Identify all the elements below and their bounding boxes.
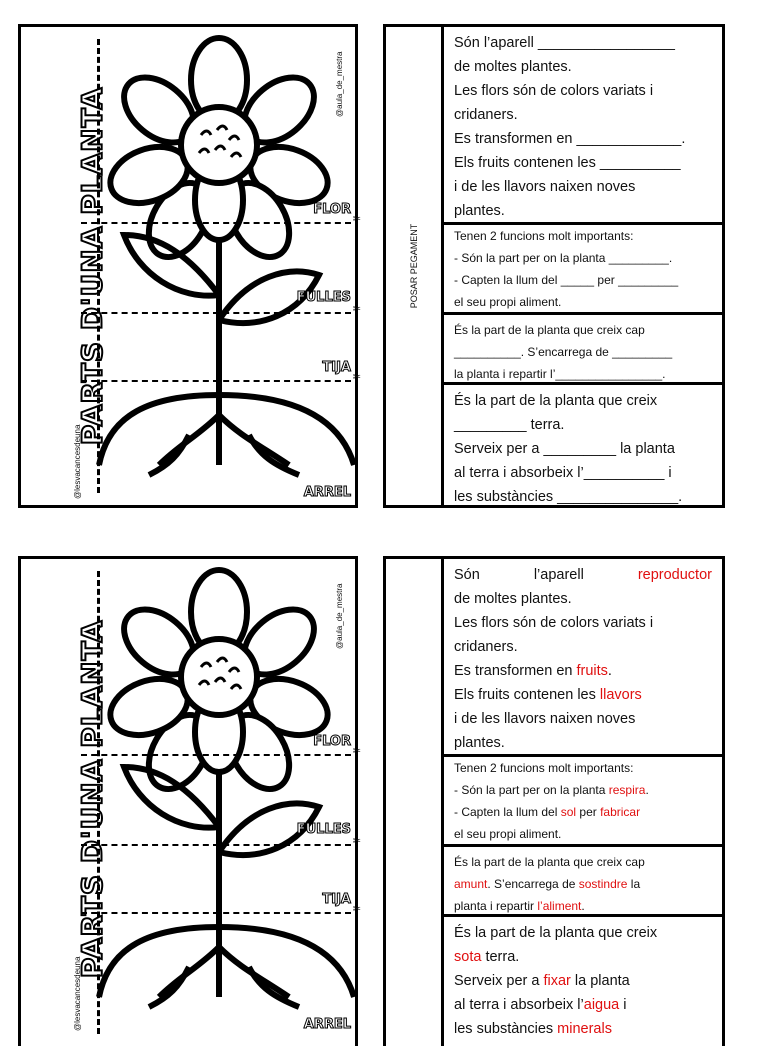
- credit-text: @lesvacancesdeuna: [73, 956, 82, 1031]
- text-line: el seu propi aliment.: [454, 295, 562, 309]
- text-line: [454, 873, 712, 895]
- credit-text: @aula_de_mestra: [335, 583, 344, 649]
- text-line: _________ terra.: [454, 417, 565, 433]
- text-line: la planta i repartir l’________________.: [454, 367, 666, 381]
- text-line: cridaners.: [454, 639, 518, 655]
- text: i: [619, 997, 627, 1013]
- text-line: És la part de la planta que creix cap: [454, 323, 645, 337]
- text-line: Tenen 2 funcions molt importants:: [454, 761, 634, 775]
- cut-line-fulles: [81, 312, 351, 314]
- glue-label: POSAR PEGAMENT: [408, 223, 419, 309]
- label-tija: TIJA: [322, 892, 351, 907]
- text-line: [454, 563, 712, 587]
- label-flor: FLOR: [313, 734, 351, 749]
- plant-illustration: [79, 35, 359, 505]
- text: l’aparell: [533, 567, 584, 583]
- cell-arrel: [444, 917, 722, 1049]
- cut-line-flor: [81, 754, 351, 756]
- text: Són: [454, 567, 480, 583]
- text-line: Es transformen en _____________.: [454, 131, 686, 147]
- text-line: cridaners.: [454, 107, 518, 123]
- answers-panel: [383, 556, 725, 1046]
- answer-word: fruits: [576, 663, 608, 679]
- cut-line-flor: [81, 222, 351, 224]
- credit-text: @lesvacancesdeuna: [73, 424, 82, 499]
- text-line: i de les llavors naixen noves: [454, 179, 636, 195]
- answer-word: sostindre: [578, 877, 628, 891]
- label-tija: TIJA: [322, 360, 351, 375]
- answer-word: respira: [608, 783, 646, 797]
- text-line: el seu propi aliment.: [454, 827, 562, 841]
- plant-illustration: [79, 567, 359, 1037]
- glue-strip: [386, 559, 444, 1046]
- text-line: de moltes plantes.: [454, 591, 572, 607]
- worksheet-title: PARTS D'UNA PLANTA: [75, 619, 109, 979]
- text-line: Tenen 2 funcions molt importants:: [454, 229, 634, 243]
- text: per: [576, 805, 601, 819]
- text: les substàncies: [454, 1021, 558, 1037]
- text: - Són la part per on la planta: [454, 783, 609, 797]
- text: al terra i absorbeix l’: [454, 997, 584, 1013]
- label-arrel: ARREL: [303, 485, 351, 500]
- worksheet-title: PARTS D'UNA PLANTA: [75, 86, 109, 446]
- answer-word: sota: [454, 949, 482, 965]
- glue-strip: [386, 27, 444, 505]
- text-line: plantes.: [454, 203, 505, 219]
- text-line: [454, 993, 712, 1017]
- text-line: __________. S’encarrega de _________: [454, 345, 673, 359]
- text: la planta: [570, 973, 630, 989]
- text-line: - Són la part per on la planta respira.: [454, 783, 649, 797]
- text-line: És la part de la planta que creix: [454, 925, 658, 941]
- answer-word: fixar: [543, 973, 571, 989]
- text-line: planta i repartir l’aliment.: [454, 899, 585, 913]
- cut-line-tija: [81, 380, 351, 382]
- text-line: - Són la part per on la planta _________.: [454, 251, 673, 265]
- text: planta i repartir: [454, 899, 538, 913]
- scissors-icon: ✂: [352, 746, 361, 757]
- answer-word: l’aliment: [537, 899, 582, 913]
- cut-line-fulles: [81, 844, 351, 846]
- answer-word: amunt: [454, 877, 488, 891]
- label-flor: FLOR: [313, 202, 351, 217]
- answer-word: fabricar: [600, 805, 641, 819]
- text-line: Els fruits contenen les __________: [454, 155, 681, 171]
- text-line: i de les llavors naixen noves: [454, 711, 636, 727]
- cell-flor: [444, 27, 722, 225]
- label-arrel: ARREL: [303, 1017, 351, 1032]
- text-line: [454, 1017, 712, 1041]
- cell-fulles: [444, 225, 722, 315]
- label-fulles: FULLES: [296, 290, 351, 305]
- text: . S’encarrega de: [487, 877, 579, 891]
- text-line: de moltes plantes.: [454, 59, 572, 75]
- plant-diagram-panel: [18, 24, 361, 508]
- cell-flor: [444, 559, 722, 757]
- scissors-icon: ✂: [352, 304, 361, 315]
- cut-line-tija: [81, 912, 351, 914]
- text-line: [454, 801, 712, 823]
- text: Els fruits contenen les: [454, 687, 600, 703]
- cell-tija: [444, 847, 722, 917]
- plant-diagram-panel: [18, 556, 361, 1046]
- text-line: Es transformen en fruits.: [454, 663, 612, 679]
- cell-arrel: [444, 385, 722, 505]
- text-line: [454, 683, 712, 707]
- text-line: - Capten la llum del _____ per _________: [454, 273, 679, 287]
- text-line: Serveix per a _________ la planta: [454, 441, 675, 457]
- answer-word: reproductor: [637, 567, 712, 583]
- text-line: És la part de la planta que creix: [454, 393, 658, 409]
- text-line: Les flors són de colors variats i: [454, 615, 654, 631]
- answer-word: minerals: [557, 1021, 612, 1037]
- answer-word: llavors: [599, 687, 642, 703]
- scissors-icon: ✂: [352, 214, 361, 225]
- label-fulles: FULLES: [296, 822, 351, 837]
- text: terra.: [481, 949, 520, 965]
- scissors-icon: ✂: [352, 904, 361, 915]
- text-line: plantes.: [454, 735, 505, 751]
- text-line: Són l’aparell _________________: [454, 35, 675, 51]
- cell-fulles: [444, 757, 722, 847]
- text-line: [454, 969, 712, 993]
- text: - Capten la llum del: [454, 805, 561, 819]
- cell-tija: [444, 315, 722, 385]
- scissors-icon: ✂: [352, 372, 361, 383]
- text: Es transformen en: [454, 663, 577, 679]
- questions-panel: [383, 24, 725, 508]
- scissors-icon: ✂: [352, 836, 361, 847]
- text: la: [627, 877, 641, 891]
- credit-text: @aula_de_mestra: [335, 51, 344, 117]
- text: Serveix per a: [454, 973, 544, 989]
- text-line: [454, 945, 712, 969]
- text-line: les substàncies _______________.: [454, 489, 683, 505]
- answer-word: aigua: [583, 997, 620, 1013]
- text-line: És la part de la planta que creix cap: [454, 855, 645, 869]
- answer-word: sol: [560, 805, 577, 819]
- text-line: al terra i absorbeix l’__________ i: [454, 465, 672, 481]
- text-line: Les flors són de colors variats i: [454, 83, 654, 99]
